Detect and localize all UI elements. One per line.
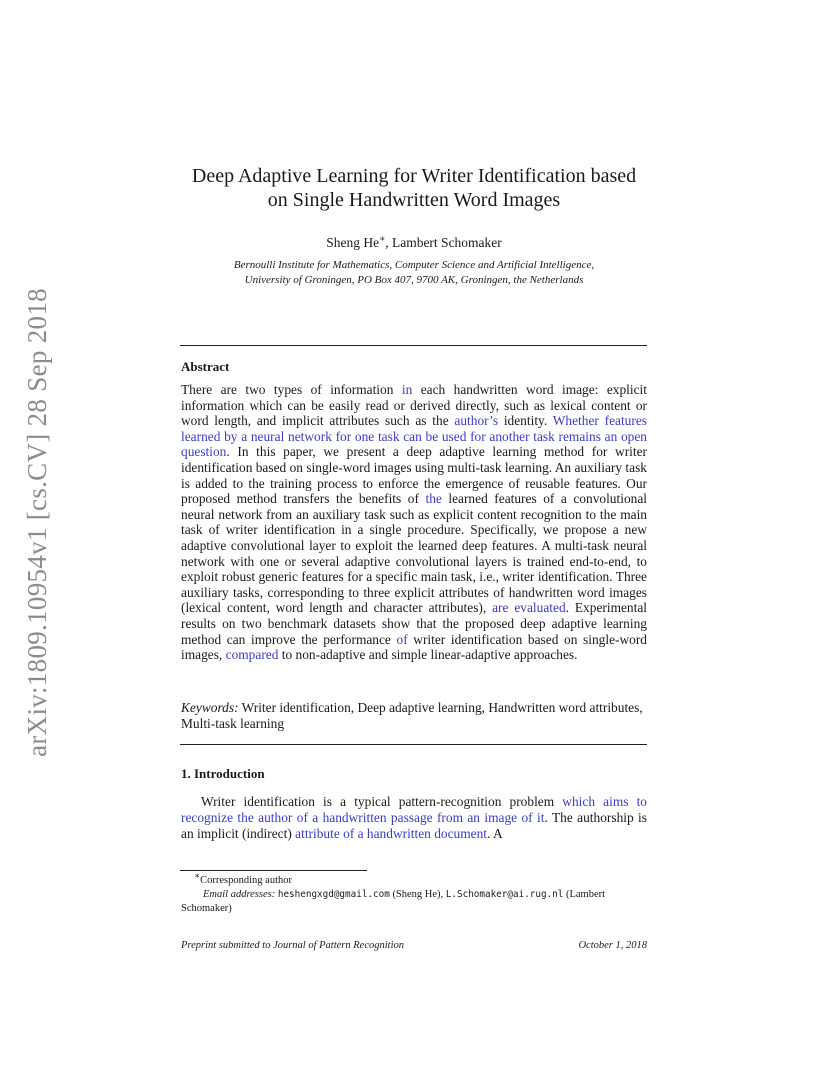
abstract-text: . Experimental results on two benchmark datasets show that the proposed deep adaptive learning method can improve the performance xyxy=(181,600,648,647)
keywords-label: Keywords: xyxy=(181,700,239,715)
intro-link[interactable]: attribute of a handwritten document xyxy=(295,826,488,841)
abstract-link[interactable]: compared xyxy=(225,647,279,663)
email-link-schomaker[interactable]: L.Schomaker@ai.rug.nl xyxy=(445,889,564,900)
abstract-body xyxy=(181,382,647,663)
abstract-link[interactable]: author’s xyxy=(454,413,499,429)
email-link-he[interactable]: heshengxgd@gmail.com xyxy=(277,889,390,900)
paper-title xyxy=(160,164,668,212)
abstract-text: to non-adaptive and simple linear-adaptive approaches. xyxy=(278,647,578,663)
introduction-body xyxy=(181,794,647,842)
affiliation-line-2: University of Groningen, PO Box 407, 9700 AK, Groningen, the Netherlands xyxy=(244,274,584,286)
author-primary: Sheng He xyxy=(326,235,380,250)
email-owner-schomaker: (Lambert Schomaker) xyxy=(181,889,606,914)
abstract-text: There are two types of information xyxy=(181,382,402,397)
keywords-text: Writer identification, Deep adaptive learning, Handwritten word attributes, Multi-task learning xyxy=(181,700,643,731)
email-owner-he: (Sheng He), xyxy=(389,889,446,900)
abstract-text: identity. xyxy=(498,413,553,429)
author-secondary: , Lambert Schomaker xyxy=(385,235,502,250)
abstract-heading: Abstract xyxy=(181,359,230,374)
abstract-link[interactable]: the xyxy=(425,491,442,507)
footnote-email xyxy=(181,888,647,916)
abstract-link[interactable]: of xyxy=(396,631,408,647)
intro-text: Writer identification is a typical pattern-recognition problem xyxy=(201,794,563,809)
preprint-date: October 1, 2018 xyxy=(578,940,647,951)
abstract-link[interactable]: are evaluated xyxy=(492,600,566,616)
abstract-text: each handwritten word image: explicit information which can be easily read or derived directly, such as lexical content or word length, and implicit attributes such as the xyxy=(181,382,647,429)
intro-text: . The authorship is an implicit (indirect) xyxy=(181,810,647,841)
arxiv-identifier-stamp xyxy=(22,285,52,760)
abstract-link[interactable]: Whether features learned by a neural network for one task can be used for another task remains an open question xyxy=(181,413,647,460)
footnote-corresponding xyxy=(181,870,647,888)
intro-link[interactable]: which aims to recognize the author of a handwritten passage from an image of it xyxy=(181,794,647,825)
arxiv-identifier-text: arXiv:1809.10954v1 [cs.CV] 28 Sep 2018 xyxy=(21,288,52,757)
footnote-rule xyxy=(180,870,367,871)
author-star-marker[interactable]: ∗ xyxy=(379,233,386,244)
abstract-top-rule xyxy=(180,345,647,346)
abstract-bottom-rule xyxy=(180,744,647,745)
affiliation xyxy=(160,258,668,288)
footnote-corresponding-text: Corresponding author xyxy=(200,875,292,886)
section-heading-introduction: 1. Introduction xyxy=(181,766,265,781)
abstract-text: . In this paper, we present a deep adaptive learning method for writer identification based on single-word images using multi-task learning. An auxiliary task is added to the training process to enforce the emergence of reusable features. Our proposed method transfers the benefits of xyxy=(181,444,647,507)
affiliation-line-1: Bernoulli Institute for Mathematics, Computer Science and Artificial Intelligence, xyxy=(233,259,595,271)
footnotes xyxy=(181,870,647,916)
abstract-link[interactable]: in xyxy=(401,382,413,397)
abstract-text: writer identification based on single-word images, xyxy=(181,631,648,663)
preprint-notice: Preprint submitted to Journal of Pattern Recognition xyxy=(181,940,405,951)
abstract-text: learned features of a convolutional neural network from an auxiliary task such as explicit content recognition to the main task of writer identification in a single procedure. Specifically, we propose a new adaptive convolutional layer to exploit the learned deep features. A multi-task neural network with one or several adaptive convolutional layers is trained end-to-end, to exploit robust generic features for a specific main task, i.e., writer identification. Three auxiliary tasks, corresponding to three explicit attributes of handwritten word images (lexical content, word length and character attributes), xyxy=(181,491,647,616)
paper-title-line-2: on Single Handwritten Word Images xyxy=(267,189,561,211)
paper-title-line-1: Deep Adaptive Learning for Writer Identification based xyxy=(191,165,637,187)
email-label: Email addresses: xyxy=(203,889,276,900)
keywords xyxy=(181,700,647,731)
footnote-star-marker: ∗ xyxy=(194,870,201,881)
author-list xyxy=(160,235,668,251)
intro-text: . A xyxy=(487,826,503,841)
